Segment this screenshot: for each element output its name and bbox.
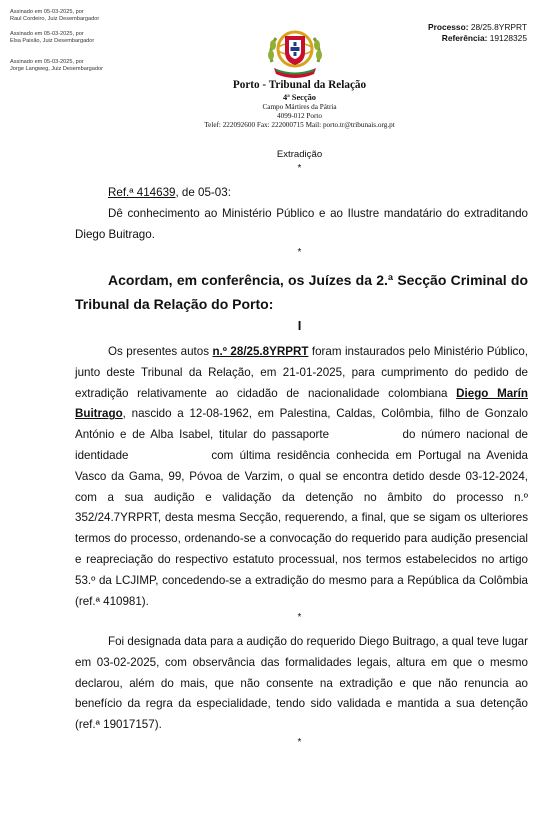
separator-4: * — [297, 737, 302, 748]
separator-3: * — [297, 612, 302, 623]
paragraph-3-text: Foi designada data para a audição do requerido Diego Buitrago, a qual teve lugar em 03-02-2025, com observância das formalidades legais, altura em que o mesmo declarou, além do mais, que não consente na extradição e que não renuncia ao benefício da regra da especialidade, tendo sido validada e mantida a sua detenção (ref.ª 19017157). — [75, 635, 528, 732]
court-address-1: Campo Mártires da Pátria — [262, 103, 337, 111]
signature-1-line1: Assinado em 05-03-2025, por — [10, 9, 84, 15]
reference-number: Ref.ª 414639 — [108, 186, 176, 199]
paragraph-2-intro: Os presentes autos — [108, 345, 213, 358]
signature-3-line2: Jorge Langweg, Juiz Desembargador — [10, 65, 103, 72]
court-section: 4ª Secção — [283, 93, 316, 102]
processo-label: Processo: — [427, 22, 469, 32]
court-contacts: Telef: 222092600 Fax: 222000715 Mail: porto.tr@tribunais.org.pt — [204, 121, 395, 129]
paragraph-1: Dê conhecimento ao Ministério Público e ao Ilustre mandatário do extraditando Diego Buitrago. — [75, 206, 528, 241]
referencia-label: Referência: — [441, 33, 488, 43]
reference-date: , de 05-03 — [175, 186, 228, 199]
signature-3 — [10, 59, 103, 73]
paragraph-3 — [75, 632, 528, 736]
process-info — [428, 22, 527, 44]
processo-value: 28/25.8YRPRT — [470, 22, 527, 32]
separator-1: * — [297, 163, 302, 174]
signature-1-line2: Raul Cordeiro, Juiz Desembargador — [10, 15, 100, 22]
referencia-value: 19128325 — [489, 33, 527, 43]
judgment-heading — [75, 268, 528, 316]
paragraph-2-part-b: foram instaurados pelo Ministério Público, junto deste Tribunal da Relação, em 21-01-2025, para cumprimento do pedido de extradição relativamente ao cidadão de nacionalidade colombiana — [75, 345, 528, 400]
court-address-2: 4099-012 Porto — [277, 112, 322, 120]
paragraph-2-part-e: com última residência conhecida em Portugal na Avenida Vasco da Gama, 99, Póvoa de Varzim, o qual se encontra detido desde 03-12-2024, com a sua audição e validação da detenção no âmbito do processo n.º 352/24.7YRPRT, desta mesma Secção, requerendo, a final, que se sigam os ulteriores termos do processo, ordenando-se a convocação do requerido para audição presencial e reapreciação do respectivo estatuto processual, nos termos estabelecidos no artigo 53.º da LCJIMP, concedendo-se a extradição do mesmo para a República da Colômbia (ref.ª 410981). — [75, 448, 528, 608]
extraditee-name: Diego Marín Buitrago — [75, 386, 528, 421]
signature-2-line1: Assinado em 05-03-2025, por — [10, 31, 84, 37]
coat-of-arms-icon — [264, 22, 326, 80]
court-name: Porto - Tribunal da Relação — [232, 79, 367, 91]
reference-colon: : — [227, 186, 231, 199]
signature-2 — [10, 31, 94, 45]
case-number: n.º 28/25.8YRPRT — [212, 345, 309, 358]
paragraph-2-part-d: do número nacional de identidade — [75, 428, 529, 462]
signature-1 — [10, 9, 99, 23]
section-roman-numeral: I — [297, 318, 302, 333]
judgment-heading-text: Acordam, em conferência, os Juízes da 2.ª Secção Criminal do Tribunal da Relação do Porto: — [75, 272, 528, 312]
paragraph-2-part-c: , nascido a 12-08-1962, em Palestina, Caldas, Colômbia, filho de Gonzalo António e de Alba Isabel, titular do passaporte — [75, 407, 528, 442]
signature-2-line2: Elsa Paixão, Juiz Desembargador — [10, 37, 95, 44]
reference-paragraph — [75, 183, 528, 245]
separator-2: * — [297, 247, 302, 258]
paragraph-2 — [75, 342, 528, 612]
document-subject: Extradição — [276, 149, 323, 160]
signature-3-line1: Assinado em 05-03-2025, por — [10, 59, 84, 65]
